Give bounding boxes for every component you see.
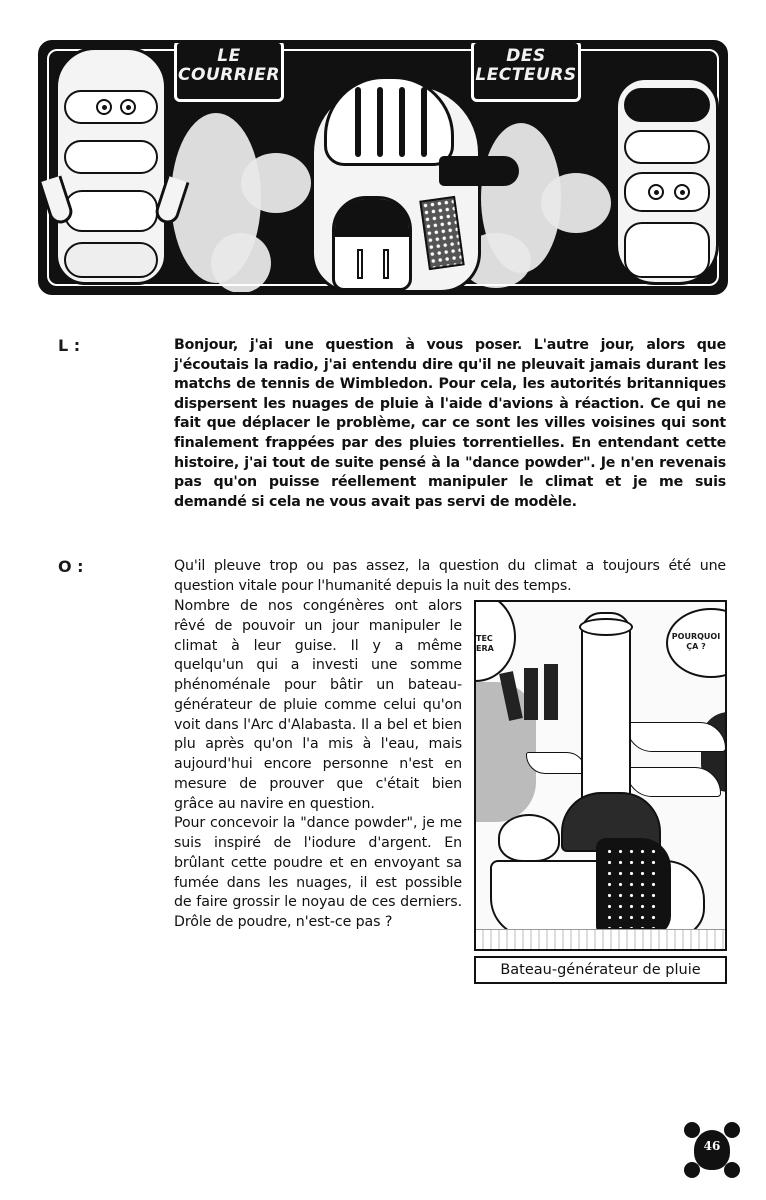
- speaker-label-author: O :: [58, 557, 84, 576]
- eye-icon: [96, 99, 112, 115]
- sound-effect-glyph: [544, 664, 558, 720]
- hat: [631, 53, 711, 79]
- answer-paragraph: Pour concevoir la "dance powder", je me suis inspiré de l'iodure d'argent. En brûlant cette poudre et en envoyant sa fumée dans les nuages, il est possible de faire grossir le noyau de ces derniers. Drôle de poudre, n'est-ce pas ?: [174, 815, 462, 930]
- title-line: LE: [217, 46, 241, 66]
- mailbag: [419, 196, 464, 270]
- speech-bubble-left: TEC ERA: [474, 600, 516, 682]
- title-line: COURRIER: [178, 65, 280, 85]
- face: [64, 190, 158, 232]
- sail: [626, 767, 721, 797]
- face: [624, 88, 710, 122]
- answer-column: [174, 597, 462, 933]
- title-line: LECTEURS: [475, 65, 577, 85]
- sail: [626, 722, 726, 752]
- bone-end: [684, 1122, 700, 1138]
- sound-effect-glyph: [524, 668, 538, 720]
- face: [64, 90, 158, 124]
- duck-beak: [439, 156, 519, 186]
- header-banner: [38, 40, 728, 295]
- face: [624, 172, 710, 212]
- illustration-panel: [474, 600, 727, 951]
- eye-icon: [674, 184, 690, 200]
- answer-paragraph: Nombre de nos congénères ont alors rêvé de pouvoir un jour manipuler le climat à leur guise. Il y a même quelqu'un qui a investi une somme phénoménale pour bâtir un bateau-générateur de pluie comme celui qu'on voit dans l'Arc d'Alabasta. Il a bel et bien plu après qu'on l'a mis à l'eau, mais aujourd'hui encore personne n'est en mesure de prouver que c'était bien grâce au navire en question.: [174, 598, 462, 812]
- totem-characters-right: [615, 77, 719, 285]
- helmet-stripe: [421, 87, 427, 157]
- sail: [526, 752, 586, 774]
- backpack-strap: [357, 249, 363, 279]
- speaker-label-reader: L :: [58, 336, 81, 355]
- title-line: DES: [506, 46, 546, 66]
- backpack-strap: [383, 249, 389, 279]
- bone-end: [724, 1162, 740, 1178]
- reader-letter-text: Bonjour, j'ai une question à vous poser. L'autre jour, alors que j'écoutais la radio, j'ai entendu dire qu'il ne pleuvait jamais durant les matchs de tennis de Wimbledon. Pour cela, les autorités britanniques dispersent les nuages de pluie à l'aide d'avions à réaction. Ce qui ne fait que déplacer le problème, car ce sont les villes voisines qui sont finalement frappées par des pluies torrentielles. En entendant cette histoire, j'ai tout de suite pensé à la "dance powder". Je n'en revenais pas qu'on puisse réellement manipuler le climat et je me suis demandé si cela ne vous avait pas servi de modèle.: [174, 337, 726, 510]
- helmet-stripe: [355, 87, 361, 157]
- eye-icon: [648, 184, 664, 200]
- face: [64, 242, 158, 278]
- helmet-stripe: [399, 87, 405, 157]
- page-number: 46: [703, 1139, 721, 1153]
- water: [476, 929, 725, 949]
- ship-hull-dark: [596, 838, 671, 936]
- illustration-caption: Bateau-générateur de pluie: [474, 956, 727, 984]
- eye-icon: [120, 99, 136, 115]
- duck-character: [311, 83, 481, 293]
- answer-intro-text: Qu'il pleuve trop ou pas assez, la question du climat a toujours été une question vitale pour l'humanité depuis la nuit des temps.: [174, 558, 726, 594]
- face: [624, 130, 710, 164]
- face: [624, 222, 710, 278]
- backpack: [332, 196, 412, 291]
- ship-figurehead: [498, 814, 560, 862]
- bone-end: [724, 1122, 740, 1138]
- speech-bubble-right: POURQUOI ÇA ?: [666, 608, 727, 678]
- goggles-face: [64, 140, 158, 174]
- skull-crossbones-icon: [684, 1122, 740, 1178]
- title-des-lecteurs: [471, 40, 581, 102]
- helmet-stripe: [377, 87, 383, 157]
- title-le-courrier: [174, 40, 284, 102]
- totem-characters-left: [55, 47, 167, 285]
